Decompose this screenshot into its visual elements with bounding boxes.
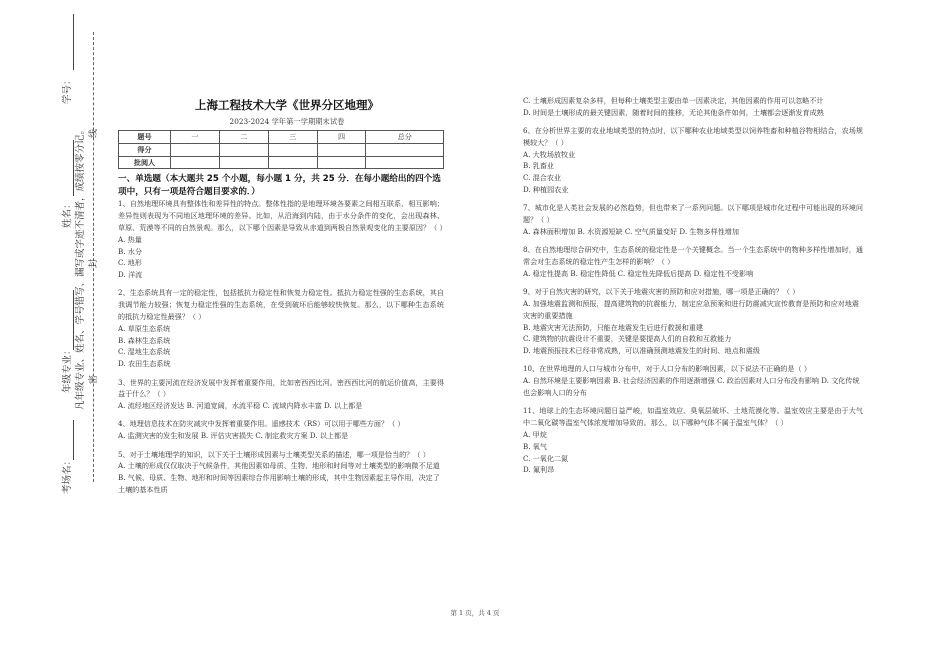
question-options-inline: A. 流经地区经济发达 B. 河道宽阔，水流平稳 C. 流域内降水丰富 D. 以上都是 bbox=[118, 401, 363, 411]
score-cell bbox=[268, 143, 317, 156]
question-5-continued bbox=[523, 95, 863, 119]
question-option: A. 草原生态系统 bbox=[118, 323, 171, 333]
score-header-1: 一 bbox=[171, 131, 220, 144]
binding-xuehao-label: 学号： bbox=[62, 75, 73, 104]
score-header-4: 四 bbox=[317, 131, 366, 144]
question-stem: 10、在世界地理的人口与城市分布中，对于人口分布的影响因素，以下说法不正确的是（ ） bbox=[523, 364, 811, 374]
seal-mi-mark: 密 bbox=[89, 374, 99, 384]
question-2 bbox=[118, 287, 444, 370]
section-1-heading: 一、单选题（本大题共 25 个小题，每小题 1 分，共 25 分．在每小题给出的四个选项中，只有一项是符合题目要求的．） bbox=[118, 174, 441, 197]
question-option: D. 种植园农业 bbox=[523, 185, 569, 195]
question-option: B. 氧气 bbox=[523, 441, 547, 451]
question-option: B. 气候、母质、生物、地形和时间等因素综合作用影响土壤的形成，其中生物因素起主导作用，决定了土壤的基本性质 bbox=[118, 473, 440, 494]
score-header-2: 二 bbox=[219, 131, 268, 144]
question-option: D. 农田生态系统 bbox=[118, 359, 171, 369]
binding-kaochang-underline bbox=[73, 420, 74, 460]
question-option: A. 加强地震监测和预报，提高建筑物的抗震能力，制定应急预案和进行防震减灾宣传教育是预防和应对地震灾害的重要措施 bbox=[523, 298, 859, 320]
question-options-inline: A. 监测灾害的发生和发展 B. 评估灾害损失 C. 制定救灾方案 D. 以上都是 bbox=[118, 431, 349, 441]
question-stem: 7、城市化是人类社会发展的必然趋势，但也带来了一系列问题。以下哪项是城市化过程中可能出现的环境问题？（ ） bbox=[523, 203, 863, 225]
question-stem: 6、在分析世界主要的农业地域类型的特点时，以下哪种农业地域类型以饲养牲畜和种植谷物相结合，农场规模较大？（ ） bbox=[523, 126, 863, 147]
question-stem: 5、对于土壤地理学的知识，以下关于土壤形成因素与土壤类型关系的描述，哪一项是恰当的？（ ） bbox=[118, 449, 430, 459]
question-option: C. 混合农业 bbox=[523, 173, 562, 183]
seal-xian-mark: 线 bbox=[89, 128, 99, 138]
question-5 bbox=[118, 449, 444, 496]
question-stem: 8、在自然地理综合研究中，生态系统的稳定性是一个关键概念。当一个生态系统中的物种多样性增加时，通常会对生态系统的稳定性产生怎样的影响？（ ） bbox=[523, 245, 863, 267]
question-option: B. 森林生态系统 bbox=[118, 335, 171, 345]
question-option: A. 热量 bbox=[118, 234, 142, 244]
binding-name-underline bbox=[73, 140, 74, 196]
question-7 bbox=[523, 202, 863, 237]
binding-grade-major-underline bbox=[73, 290, 74, 350]
question-option: D. 时间是土壤形成的最关键因素，随着时间的推移，无论其他条件如何，土壤都会逐渐发育成熟 bbox=[523, 107, 824, 117]
question-stem: 3、世界的主要河流在经济发展中发挥着重要作用，比如密西西比河。密西西比河的航运价值高，主要得益于什么？（ ） bbox=[118, 377, 444, 399]
binding-cut-line bbox=[93, 32, 94, 482]
question-option: A. 大牧场放牧业 bbox=[523, 149, 576, 159]
score-table-header-row bbox=[119, 131, 444, 144]
binding-grade-major-label: 年级专业： bbox=[62, 345, 73, 393]
page-number: 第 1 页，共 4 页 bbox=[450, 609, 500, 617]
left-column bbox=[118, 98, 447, 496]
score-cell bbox=[171, 143, 220, 156]
question-11 bbox=[523, 405, 863, 476]
grader-cell bbox=[317, 156, 366, 169]
score-header-total: 总分 bbox=[366, 131, 444, 144]
binding-kaochang-label: 考场名： bbox=[62, 455, 73, 494]
question-option: A. 土壤的形成仅仅取决于气候条件，其他因素如母质、生物、地形和时间等对土壤类型的影响微不足道 bbox=[118, 461, 440, 471]
binding-name-label: 姓名： bbox=[62, 199, 73, 228]
question-stem: 2、生态系统具有一定的稳定性，包括抵抗力稳定性和恢复力稳定性。抵抗力稳定性强的生态系统，其自我调节能力较强；恢复力稳定性强的生态系统，在受到破坏后能够较快恢复。那么，以下哪种生态系统的抵抗力稳定性最强？（ ） bbox=[118, 288, 444, 322]
question-1 bbox=[118, 198, 447, 281]
right-column bbox=[523, 95, 863, 476]
question-10 bbox=[523, 363, 863, 398]
question-stem: 4、地理信息技术在防灾减灾中发挥着重要作用。遥感技术（RS）可以用于哪些方面？（ ） bbox=[118, 419, 405, 429]
score-table-row-score bbox=[119, 143, 444, 156]
score-row-label: 得分 bbox=[119, 143, 171, 156]
question-option: B. 水分 bbox=[118, 246, 142, 256]
question-option: C. 湿地生态系统 bbox=[118, 347, 171, 357]
question-stem: 11、地球上的生态环境问题日益严峻，如温室效应、臭氧层破坏、土地荒漠化等。温室效应主要是由于大气中二氧化碳等温室气体浓度增加导致的。那么，以下哪种气体不属于温室气体？（ ） bbox=[523, 406, 863, 428]
binding-warning-text: 凡年级专业、姓名、学号错写、漏写或字迹不清者，成绩按零分记。 bbox=[75, 124, 86, 410]
question-options-inline: A. 森林面积增加 B. 水资源短缺 C. 空气质量变好 D. 生物多样性增加 bbox=[523, 226, 739, 236]
question-option: B. 地震灾害无法预防，只能在地震发生后进行救援和重建 bbox=[523, 322, 703, 332]
binding-xuehao-underline bbox=[73, 14, 74, 70]
question-9 bbox=[523, 286, 863, 357]
question-8 bbox=[523, 244, 863, 279]
grader-cell bbox=[171, 156, 220, 169]
question-option: C. 建筑物的抗震设计不重要，关键是要提高人们的自救和互救能力 bbox=[523, 334, 732, 344]
question-4 bbox=[118, 418, 444, 442]
score-table-row-grader bbox=[119, 156, 444, 169]
score-header-3: 三 bbox=[268, 131, 317, 144]
score-cell bbox=[219, 143, 268, 156]
question-option: D. 洋流 bbox=[118, 270, 143, 280]
grader-cell bbox=[366, 156, 444, 169]
question-option: A. 甲烷 bbox=[523, 429, 547, 439]
question-option: D. 氟利昂 bbox=[523, 465, 555, 475]
question-option: C. 地形 bbox=[118, 258, 142, 268]
question-6 bbox=[523, 125, 863, 196]
question-3 bbox=[118, 377, 444, 412]
grader-row-label: 批阅人 bbox=[119, 156, 171, 169]
question-stem: 1、自然地理环境具有整体性和差异性的特点。整体性指的是地理环境各要素之间相互联系、相互影响；差异性则表现为不同地区地理环境的差异。比如，从沿海到内陆，由于水分条件的变化，会出现森林、草原、荒漠等不同的自然景观。那么，以下哪个因素是导致从赤道到两极自然景观变化的主要原因？（ ） bbox=[118, 199, 447, 232]
score-cell bbox=[317, 143, 366, 156]
question-option: B. 乳畜业 bbox=[523, 161, 555, 171]
exam-subtitle: 2023-2024 学年第一学期期末试卷 bbox=[229, 117, 345, 126]
score-table bbox=[118, 130, 444, 169]
score-header-tihao: 题号 bbox=[119, 131, 171, 144]
exam-title: 上海工程技术大学《世界分区地理》 bbox=[195, 98, 379, 112]
question-option: C. 一氧化二氮 bbox=[523, 453, 569, 463]
seal-feng-mark: 封 bbox=[89, 258, 99, 268]
grader-cell bbox=[268, 156, 317, 169]
question-options-inline: A. 稳定性提高 B. 稳定性降低 C. 稳定性先降低后提高 D. 稳定性不受影响 bbox=[523, 268, 754, 278]
grader-cell bbox=[219, 156, 268, 169]
question-stem: 9、对于自然灾害的研究，以下关于地震灾害的预防和应对措施，哪一项是正确的？（ ） bbox=[523, 287, 800, 297]
question-option: A. 自然环境是主要影响因素 B. 社会经济因素的作用逐渐增强 C. 政治因素对人口分布没有影响 D. 文化传统也会影响人口的分布 bbox=[523, 376, 860, 398]
question-option: D. 地震预报技术已经非常成熟，可以准确预测地震发生的时间、地点和震级 bbox=[523, 346, 760, 356]
score-cell bbox=[366, 143, 444, 156]
question-option: C. 土壤形成因素复杂多样，但每种土壤类型主要由单一因素决定，其他因素的作用可以忽略不计 bbox=[523, 96, 824, 105]
